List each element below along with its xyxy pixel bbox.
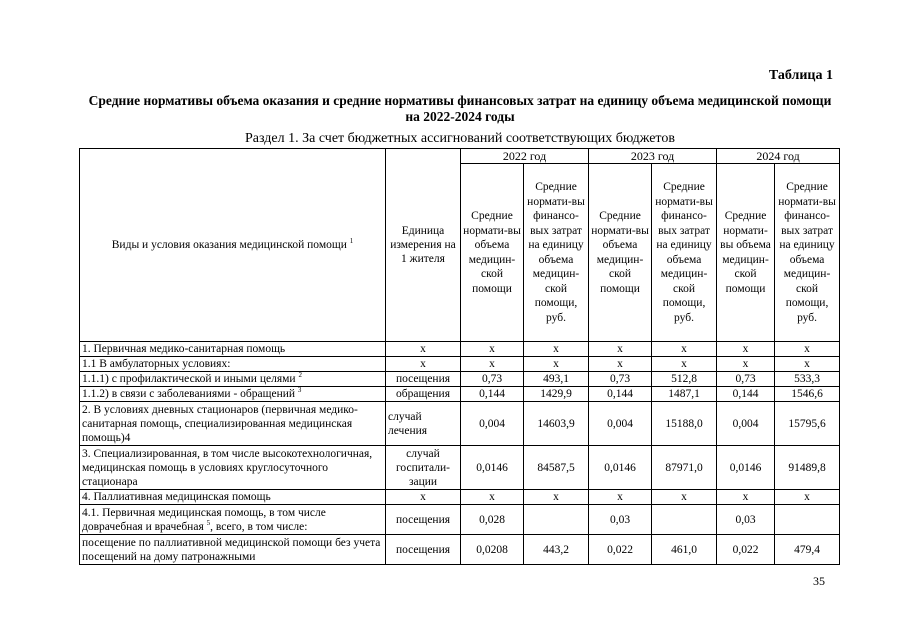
row-unit: посещения (386, 505, 461, 535)
table-row (80, 402, 840, 446)
table-row (80, 535, 840, 565)
row-unit: случай лечения (386, 402, 461, 446)
cell-value: 0,0208 (461, 535, 524, 565)
cell-value: 15188,0 (652, 402, 717, 446)
cell-value: х (652, 357, 717, 372)
cell-value: х (717, 342, 775, 357)
cell-value: х (717, 490, 775, 505)
cell-value: х (589, 357, 652, 372)
table-row (80, 446, 840, 490)
cell-value: 0,73 (589, 372, 652, 387)
row-label: 3. Специализированная, в том числе высокотехнологичная, медицинская помощь в условиях круглосуточного стационара (80, 446, 386, 490)
cell-value: 0,73 (461, 372, 524, 387)
row-label: 1.1 В амбулаторных условиях: (80, 357, 386, 372)
row-unit: случай госпитали-зации (386, 446, 461, 490)
page-number: 35 (813, 574, 825, 588)
cell-value: 0,03 (717, 505, 775, 535)
section-heading: Раздел 1. За счет бюджетных ассигнований соответствующих бюджетов (245, 131, 675, 146)
cell-value: 91489,8 (775, 446, 840, 490)
row-label: 1.1.1) с профилактической и иными целями $^2$ (80, 372, 386, 387)
cell-value: х (461, 357, 524, 372)
cell-value: х (589, 490, 652, 505)
cell-value: 0,022 (717, 535, 775, 565)
row-unit: х (386, 357, 461, 372)
cell-value: 0,022 (589, 535, 652, 565)
cell-value: 1429,9 (524, 387, 589, 402)
table-row (80, 342, 840, 357)
cell-value: 443,2 (524, 535, 589, 565)
table-row (80, 490, 840, 505)
row-label: 4.1. Первичная медицинская помощь, в том числе доврачебная и врачебная $^5$, всего, в том числе: (80, 505, 386, 535)
table-row (80, 387, 840, 402)
row-label: 4. Паллиативная медицинская помощь (80, 490, 386, 505)
cell-value: 0,144 (717, 387, 775, 402)
header-volume-2022: Средние нормати-вы объема медицин-ской помощи (461, 164, 524, 342)
cell-value: 0,144 (589, 387, 652, 402)
cell-value: х (524, 342, 589, 357)
document-title: Средние нормативы объема оказания и средние нормативы финансовых затрат на единицу объема медицинской помощи на 2022-2024 годы (88, 93, 832, 124)
row-label: 1.1.2) в связи с заболеваниями - обращений $^3$ (80, 387, 386, 402)
cell-value: 1546,6 (775, 387, 840, 402)
cell-value: 1487,1 (652, 387, 717, 402)
header-year-2022: 2022 год (461, 149, 589, 164)
cell-value (524, 505, 589, 535)
row-label: 2. В условиях дневных стационаров (первичная медико-санитарная помощь, специализированная медицинская помощь)4 (80, 402, 386, 446)
row-label: 1. Первичная медико-санитарная помощь (80, 342, 386, 357)
cell-value: 512,8 (652, 372, 717, 387)
table-row (80, 505, 840, 535)
row-unit: х (386, 342, 461, 357)
cell-value (775, 505, 840, 535)
cell-value: 15795,6 (775, 402, 840, 446)
table-row (80, 372, 840, 387)
cell-value: 0,004 (717, 402, 775, 446)
cell-value: х (589, 342, 652, 357)
cell-value: 533,3 (775, 372, 840, 387)
cell-value: х (524, 357, 589, 372)
row-label: посещение по паллиативной медицинской помощи без учета посещений на дому патронажными (80, 535, 386, 565)
header-volume-2024: Средние нормати-вы объема медицин-ской помощи (717, 164, 775, 342)
cell-value: х (461, 342, 524, 357)
header-finance-2024: Средние нормати-вы финансо-вых затрат на единицу объема медицин-ской помощи, руб. (775, 164, 840, 342)
row-unit: обращения (386, 387, 461, 402)
header-year-2023: 2023 год (589, 149, 717, 164)
cell-value: 0,004 (589, 402, 652, 446)
norms-table (79, 148, 840, 565)
cell-value: х (775, 490, 840, 505)
cell-value: х (652, 490, 717, 505)
header-finance-2023: Средние нормати-вы финансо-вых затрат на единицу объема медицин-ской помощи, руб. (652, 164, 717, 342)
cell-value: 0,73 (717, 372, 775, 387)
row-unit: посещения (386, 372, 461, 387)
cell-value: 87971,0 (652, 446, 717, 490)
cell-value: 0,004 (461, 402, 524, 446)
cell-value: 0,0146 (717, 446, 775, 490)
cell-value: х (775, 342, 840, 357)
cell-value: 0,028 (461, 505, 524, 535)
header-types: Виды и условия оказания медицинской помощи $^1$ (80, 149, 386, 342)
cell-value: 479,4 (775, 535, 840, 565)
table-label: Таблица 1 (768, 68, 833, 83)
cell-value: х (717, 357, 775, 372)
cell-value: 0,0146 (589, 446, 652, 490)
row-unit: посещения (386, 535, 461, 565)
cell-value: х (461, 490, 524, 505)
cell-value: 493,1 (524, 372, 589, 387)
cell-value: 0,0146 (461, 446, 524, 490)
cell-value: х (775, 357, 840, 372)
row-unit: х (386, 490, 461, 505)
cell-value: 0,03 (589, 505, 652, 535)
header-finance-2022: Средние нормати-вы финансо-вых затрат на единицу объема медицин-ской помощи, руб. (524, 164, 589, 342)
cell-value: х (652, 342, 717, 357)
header-volume-2023: Средние нормати-вы объема медицин-ской помощи (589, 164, 652, 342)
cell-value: 84587,5 (524, 446, 589, 490)
cell-value: х (524, 490, 589, 505)
cell-value (652, 505, 717, 535)
cell-value: 0,144 (461, 387, 524, 402)
cell-value: 14603,9 (524, 402, 589, 446)
header-unit: Единица измерения на 1 жителя (386, 149, 461, 342)
table-row (80, 357, 840, 372)
cell-value: 461,0 (652, 535, 717, 565)
header-year-2024: 2024 год (717, 149, 840, 164)
